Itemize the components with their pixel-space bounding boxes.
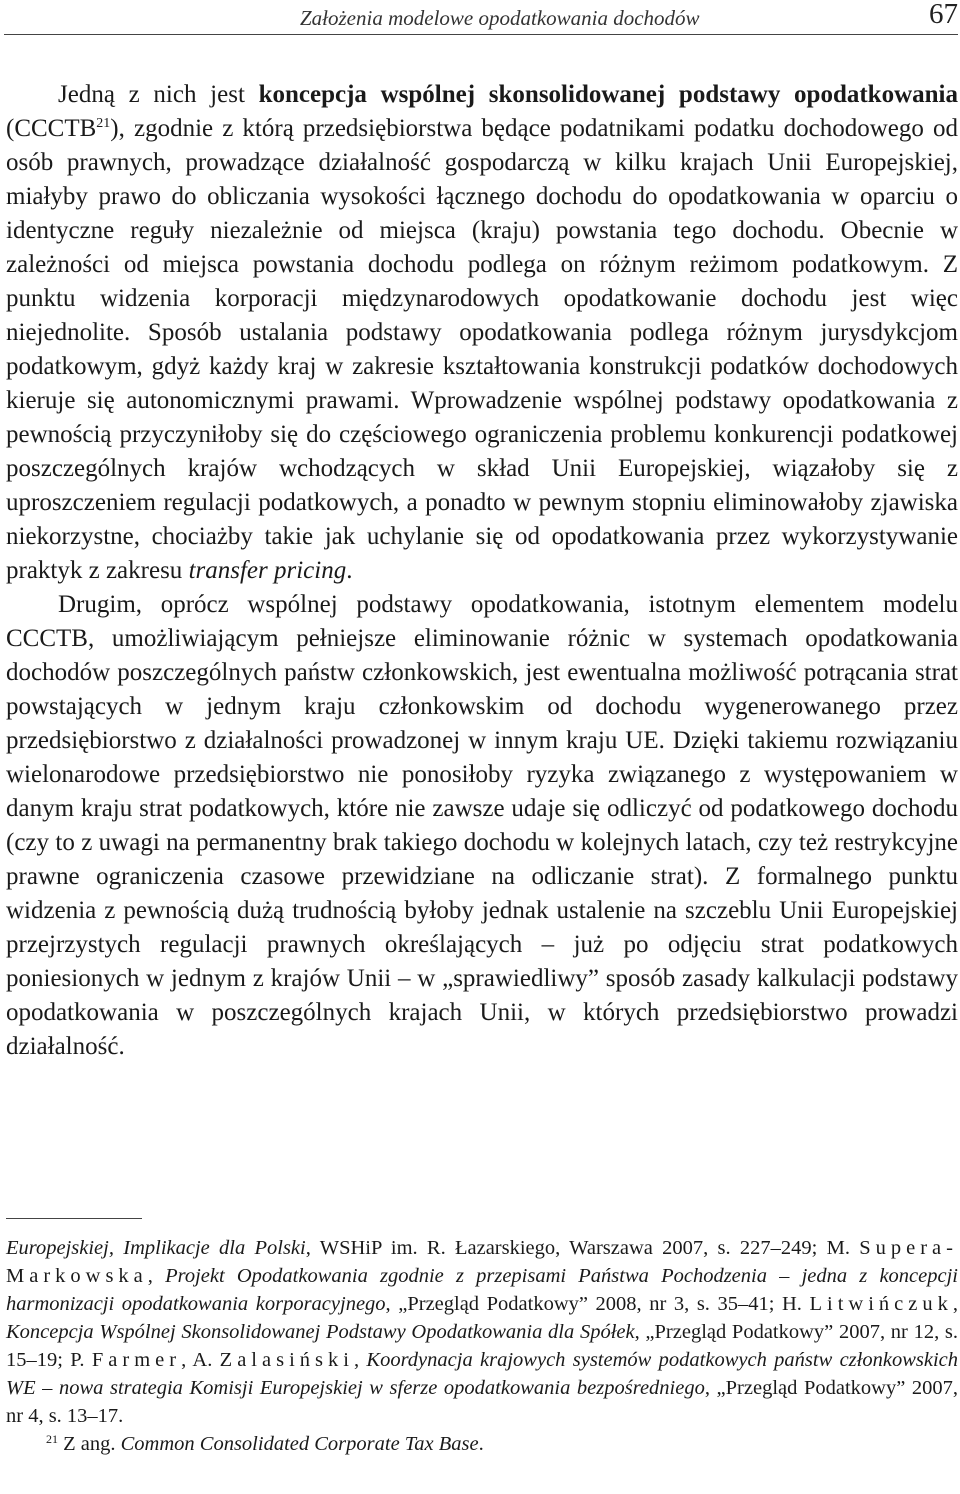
- p1-abbr: (CCCTB: [6, 115, 97, 142]
- footnote-ref-21[interactable]: 21: [96, 116, 111, 131]
- fn-text-6: , A.: [181, 1349, 220, 1371]
- fn-italic-1: Europejskiej, Implikacje dla Polski: [6, 1237, 306, 1259]
- p1-intro: Jedną z nich jest: [58, 81, 259, 108]
- p1-bold-term: koncepcja wspólnej skonsolidowanej podstawy opodatkowania: [258, 81, 958, 108]
- header-rule: [4, 34, 958, 35]
- fn-text-7: ,: [353, 1349, 367, 1371]
- fn-author-1: Supera-Markowska: [6, 1237, 958, 1287]
- fn-text-1: , WSHiP im. R. Łazarskiego, Warszawa 2007, s. 227–249; M.: [305, 1237, 860, 1259]
- footnote-21-number: 21: [46, 1432, 58, 1446]
- paragraph-1: [6, 78, 958, 588]
- footnotes: [6, 1234, 958, 1458]
- footnote-rule: [6, 1218, 142, 1219]
- fn-text-4: ,: [952, 1293, 958, 1315]
- footnote-21-end: .: [478, 1433, 484, 1455]
- running-title: Założenia modelowe opodatkowania dochodów: [300, 6, 700, 30]
- p1-end: .: [346, 557, 353, 584]
- footnote-continuation: [6, 1234, 958, 1430]
- fn-italic-3: Koncepcja Wspólnej Skonsolidowanej Podstawy Opodatkowania dla Spółek: [6, 1321, 635, 1343]
- main-text: [6, 78, 958, 1064]
- p1-italic-term: transfer pricing: [188, 557, 347, 584]
- fn-text-2: ,: [147, 1265, 166, 1287]
- p1-body: ), zgodnie z którą przedsiębiorstwa będące podatnikami podatku dochodowego od osób prawnych, prowadzące działalność gospodarczą w kilku krajach Unii Europejskiej, miałyby prawo do obliczania wysokości łącznego dochodu do opodatkowania w oparciu o identyczne reguły niezależnie od miejsca (kraju) powstania tego dochodu. Obecnie w zależności od miejsca powstania dochodu podlega on różnym reżimom podatkowym. Z punktu widzenia korporacji międzynarodowych opodatkowanie dochodu jest więc niejednolite. Sposób ustalania podstawy opodatkowania podlega różnym jurysdykcjom podatkowym, gdyż każdy kraj w zakresie kształtowania konstrukcji podatków dochodowych kieruje się autonomicznymi prawami. Wprowadzenie wspólnej podstawy opodatkowania z pewnością przyczyniłoby się do częściowego ograniczenia problemu konkurencji podatkowej poszczególnych krajów wchodzących w skład Unii Europejskiej, wiązałoby się z uproszczeniem regulacji podatkowych, a ponadto w pewnym stopniu eliminowałoby zjawiska niekorzystne, chociażby takie jak uchylanie się od opodatkowania przez wykorzystywanie praktyk z zakresu: [6, 115, 958, 584]
- fn-text-3: , „Przegląd Podatkowy” 2008, nr 3, s. 35–41; H.: [385, 1293, 810, 1315]
- fn-author-4: Zalasiński: [219, 1349, 354, 1371]
- fn-author-3: Farmer: [91, 1349, 182, 1371]
- fn-text-5: , „Przegląd Podatkowy” 2007, nr 12, s. 15–19; P.: [6, 1321, 958, 1371]
- footnote-21-text: Z ang.: [58, 1433, 121, 1455]
- fn-italic-2: Projekt Opodatkowania zgodnie z przepisami Państwa Pochodzenia – jedna z koncepcji harmonizacji opodatkowania korporacyjnego: [6, 1265, 958, 1315]
- paragraph-2: Drugim, oprócz wspólnej podstawy opodatkowania, istotnym elementem modelu CCCTB, umożliwiającym pełniejsze eliminowanie różnic w systemach opodatkowania dochodów poszczególnych państw członkowskich, jest ewentualna możliwość potrącania strat powstających w jednym kraju członkowskim od dochodu wygenerowanego przez przedsiębiorstwo z działalności prowadzonej w innym kraju UE. Dzięki takiemu rozwiązaniu wielonarodowe przedsiębiorstwo nie ponosiłoby ryzyka związanego z występowaniem w danym kraju strat podatkowych, które nie zawsze udaje się odliczyć od podatkowego dochodu (czy to z uwagi na permanentny brak takiego dochodu w kolejnych latach, czy też restrykcyjne prawne ograniczenia czasowe przewidziane na odliczanie strat). Z formalnego punktu widzenia z pewnością dużą trudnością byłoby jednak ustalenie na szczeblu Unii Europejskiej przejrzystych regulacji prawnych określających – już po odjęciu strat podatkowych poniesionych w jednym z krajów Unii – w „sprawiedliwy” sposób zasady kalkulacji podstawy opodatkowania w poszczególnych krajach Unii, w których przedsiębiorstwo prowadzi działalność.: [6, 591, 958, 1060]
- page-number: 67: [929, 0, 958, 30]
- fn-author-2: Litwińczuk: [809, 1293, 953, 1315]
- fn-italic-4: Koordynacja krajowych systemów podatkowych państw członkowskich WE – nowa strategia Komisji Europejskiej w sferze opodatkowania bezpośredniego: [6, 1349, 959, 1399]
- page-header: [0, 0, 960, 36]
- fn-text-8: , „Przegląd Podatkowy” 2007, nr 4, s. 13–17.: [6, 1377, 958, 1427]
- footnote-21: [6, 1430, 958, 1458]
- footnote-21-italic: Common Consolidated Corporate Tax Base: [120, 1433, 479, 1455]
